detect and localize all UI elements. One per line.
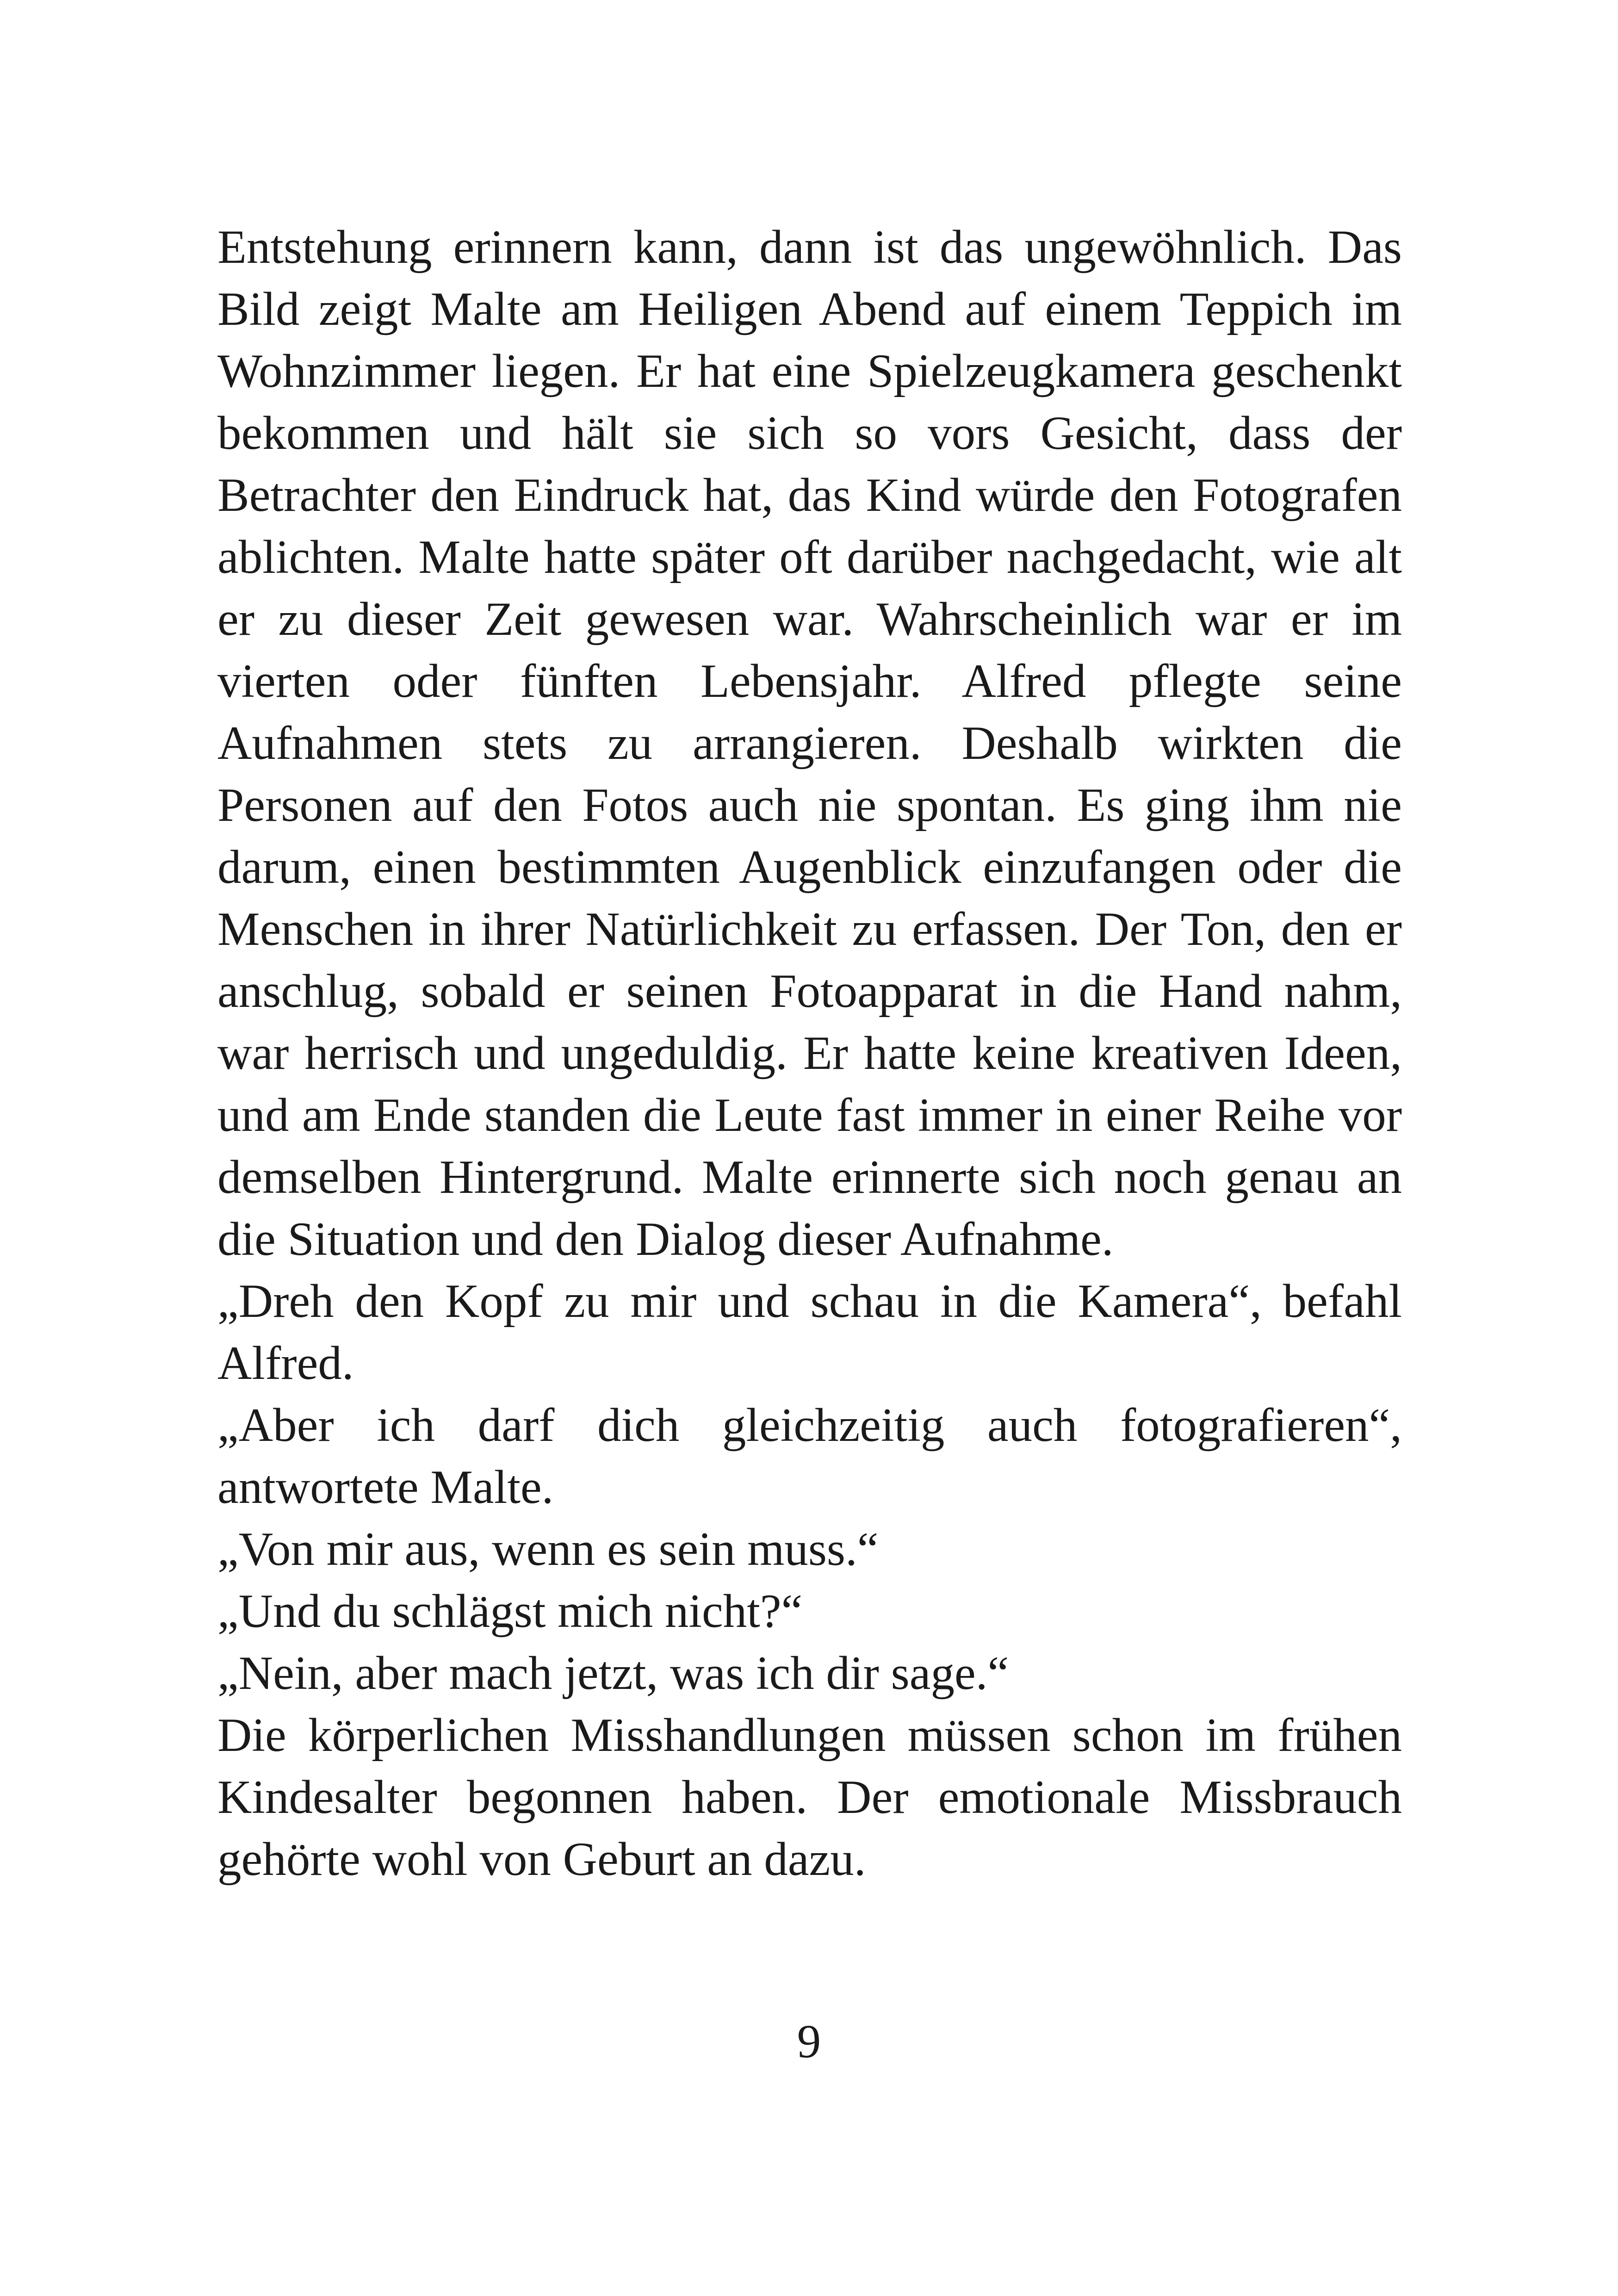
- page-number: 9: [797, 2015, 821, 2068]
- dialogue-line-alfred-answer: „Nein, aber mach jetzt, was ich dir sage.“: [217, 1647, 1009, 1700]
- dialogue-line-alfred-consent: „Von mir aus, wenn es sein muss.“: [217, 1523, 879, 1576]
- dialogue-line-malte-question: „Und du schlägst mich nicht?“: [217, 1585, 803, 1638]
- body-text: [217, 216, 1402, 1890]
- dialogue-line-alfred-command: „Dreh den Kopf zu mir und schau in die Kamera“, befahl Alfred.: [217, 1275, 1402, 1390]
- paragraph-photo-description: Entstehung erinnern kann, dann ist das ungewöhnlich. Das Bild zeigt Malte am Heiligen Abend auf einem Teppich im Wohnzimmer liegen. Er hat eine Spielzeugkamera geschenkt bekommen und hält sie sich so vors Gesicht, dass der Betrachter den Eindruck hat, das Kind würde den Fotografen ablichten. Malte hatte später oft darüber nachgedacht, wie alt er zu dieser Zeit gewesen war. Wahrscheinlich war er im vierten oder fünften Lebensjahr. Alfred pflegte seine Aufnahmen stets zu arrangieren. Deshalb wirkten die Personen auf den Fotos auch nie spontan. Es ging ihm nie darum, einen bestimmten Augenblick einzufangen oder die Menschen in ihrer Natürlichkeit zu erfassen. Der Ton, den er anschlug, sobald er seinen Fotoapparat in die Hand nahm, war herrisch und ungeduldig. Er hatte keine kreativen Ideen, und am Ende standen die Leute fast immer in einer Reihe vor demselben Hintergrund. Malte erinnerte sich noch genau an die Situation und den Dialog dieser Aufnahme.: [217, 221, 1402, 1266]
- paragraph-abuse-reflection: Die körperlichen Misshandlungen müssen schon im frühen Kindesalter begonnen haben. Der emotionale Missbrauch gehörte wohl von Geburt an dazu.: [217, 1709, 1402, 1886]
- dialogue-line-malte-reply: „Aber ich darf dich gleichzeitig auch fotografieren“, antwortete Malte.: [217, 1399, 1402, 1514]
